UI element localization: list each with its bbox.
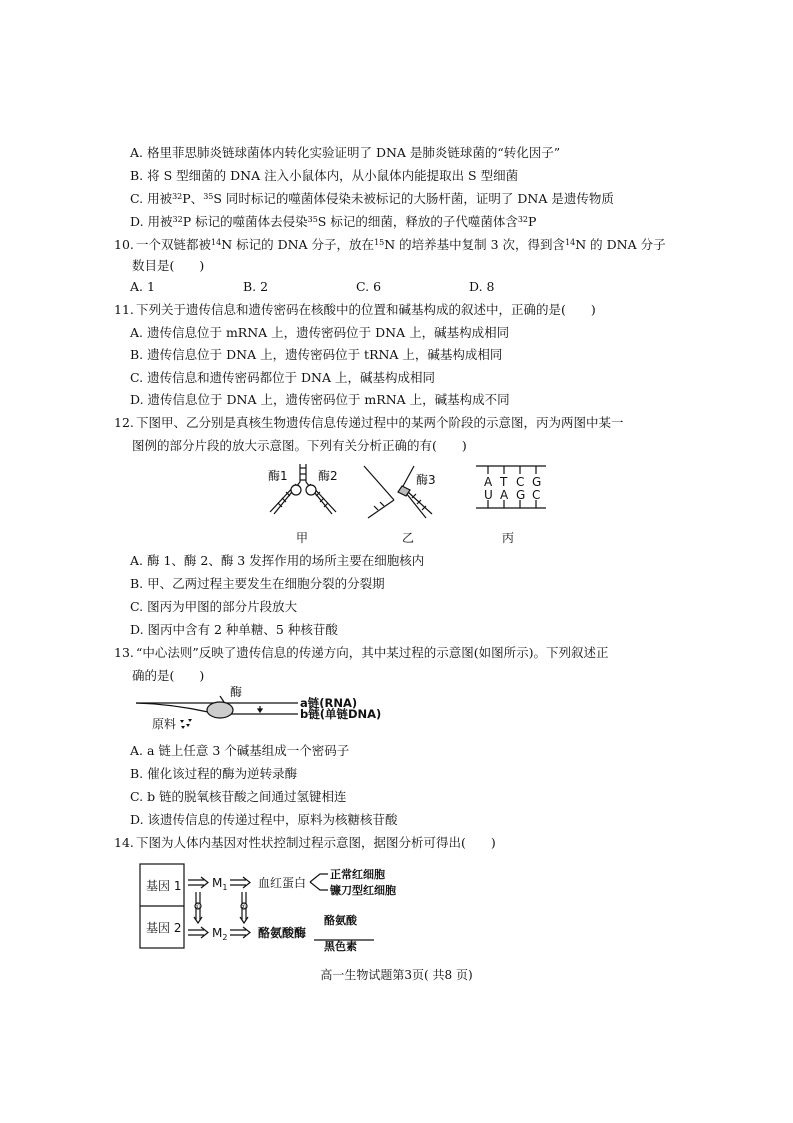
bing-bottom-0: U <box>484 488 493 502</box>
melanin-label: 黑色素 <box>324 940 357 952</box>
q10-options <box>130 279 582 295</box>
q14-number: 14. <box>114 835 134 850</box>
q10-stem-line1: 一个双链都被$^{14}$N 标记的 DNA 分子，放在$^{15}$N 的培养基中复制 3 次，得到含$^{14}$N 的 DNA 分子 <box>136 237 666 252</box>
bing-top-1: T <box>500 475 508 489</box>
bing-bottom-2: G <box>516 488 526 502</box>
q13-option-a: A. a 链上任意 3 个碱基组成一个密码子 <box>130 743 350 758</box>
bing-top-2: C <box>516 475 525 489</box>
m2-label: $M_2$ <box>212 926 228 942</box>
q11-option-c: C. 遗传信息和遗传密码都位于 DNA 上，碱基构成相同 <box>130 370 435 385</box>
q14-stem: 下图为人体内基因对性状控制过程示意图，据图分析可得出( ) <box>136 835 496 850</box>
double-arrow-2b <box>230 927 250 938</box>
q13-stem-line1: “中心法则”反映了遗传信息的传递方向，其中某过程的示意图(如图所示)。下列叙述正 <box>136 645 609 660</box>
q13-stem-line2: 确的是( ) <box>132 668 205 683</box>
gene2-label: 基因 2 <box>146 921 182 935</box>
branch-normal <box>310 874 328 882</box>
q11-option-b: B. 遗传信息位于 DNA 上，遗传密码位于 tRNA 上，碱基构成相同 <box>130 347 503 362</box>
enzyme2-label: 酶2 <box>318 469 338 483</box>
enzyme-ellipse <box>207 702 233 718</box>
q10-option-b: B. 2 <box>243 279 269 294</box>
q13-material-label: 原料 <box>152 717 177 731</box>
tyrosine-label: 酪氨酸 <box>324 914 357 927</box>
jia-caption: 甲 <box>296 531 309 545</box>
q12-option-a: A. 酶 1、酶 2、酶 3 发挥作用的场所主要在细胞核内 <box>130 553 425 568</box>
q12-diagram <box>260 462 560 522</box>
circle1-label: ① <box>194 903 201 911</box>
q12-stem-line2: 图例的部分片段的放大示意图。下列有关分析正确的有( ) <box>132 438 467 453</box>
a-chain-label: a链(RNA) <box>300 696 358 710</box>
double-arrow-1a <box>188 877 208 888</box>
b-chain-label: b链(单链DNA) <box>300 707 382 721</box>
q11-stem: 下列关于遗传信息和遗传密码在核酸中的位置和碱基构成的叙述中，正确的是( ) <box>136 302 596 317</box>
yi-caption: 乙 <box>402 531 415 545</box>
normal-rbc-label: 正常红细胞 <box>330 868 385 881</box>
q10-stem-line2: 数目是( ) <box>132 258 205 273</box>
q12-number: 12. <box>114 415 134 430</box>
enzyme3-label: 酶3 <box>416 473 436 487</box>
rna-exit-curve <box>136 703 216 714</box>
q9-option-a: A. 格里菲思肺炎链球菌体内转化实验证明了 DNA 是肺炎链球菌的“转化因子” <box>130 145 561 160</box>
q11-number: 11. <box>114 302 134 317</box>
q11-option-a: A. 遗传信息位于 mRNA 上，遗传密码位于 DNA 上，碱基构成相同 <box>130 325 510 340</box>
q13-diagram <box>132 686 412 734</box>
q13-option-d: D. 该遗传信息的传递过程中，原料为核糖核苷酸 <box>130 812 398 827</box>
bing-bottom-3: C <box>532 488 541 502</box>
q12-stem-line1: 下图甲、乙分别是真核生物遗传信息传递过程中的某两个阶段的示意图，丙为两图中某一 <box>136 415 624 430</box>
q12-option-d: D. 图丙中含有 2 种单糖、5 种核苷酸 <box>130 622 338 637</box>
q13-enzyme-label: 酶 <box>230 686 243 699</box>
q9-option-d: D. 用被$^{32}$P 标记的噬菌体去侵染$^{35}$S 标记的细菌，释放的子代噬菌体含$^{32}$P <box>130 214 537 229</box>
q10-option-c: C. 6 <box>356 279 382 294</box>
q13-number: 13. <box>114 645 134 660</box>
m1-label: $M_1$ <box>212 876 228 892</box>
q9-option-c: C. 用被$^{32}$P、$^{35}$S 同时标记的噬菌体侵染未被标记的大肠杆菌，证明了 DNA 是遗传物质 <box>130 191 614 206</box>
q9-option-b: B. 将 S 型细菌的 DNA 注入小鼠体内，从小鼠体内能提取出 S 型细菌 <box>130 168 519 183</box>
q10-number: 10. <box>114 237 134 252</box>
q12-option-c: C. 图丙为甲图的部分片段放大 <box>130 599 298 614</box>
bing-caption: 丙 <box>502 531 515 545</box>
hemoglobin-label: 血红蛋白 <box>258 876 307 890</box>
bing-top-0: A <box>484 475 493 489</box>
q11-option-d: D. 遗传信息位于 DNA 上，遗传密码位于 mRNA 上，碱基构成不同 <box>130 392 510 407</box>
q13-option-b: B. 催化该过程的酶为逆转录酶 <box>130 766 298 781</box>
bing-top-3: G <box>532 475 542 489</box>
double-arrow-2a <box>188 927 208 938</box>
gene1-label: 基因 1 <box>146 879 182 893</box>
material-icon <box>180 719 192 729</box>
enzyme1-label: 酶1 <box>268 469 288 483</box>
bing-bottom-1: A <box>500 488 509 502</box>
q14-diagram <box>138 860 438 952</box>
page-footer: 高一生物试题第3页( 共8 页) <box>320 968 473 982</box>
q12-option-b: B. 甲、乙两过程主要发生在细胞分裂的分裂期 <box>130 576 385 591</box>
tyrosinase-label: 酪氨酸酶 <box>258 926 307 940</box>
double-arrow-1b <box>230 877 250 888</box>
circle2-label: ② <box>240 903 247 911</box>
q10-option-d: D. 8 <box>469 279 495 294</box>
q13-option-c: C. b 链的脱氧核苷酸之间通过氢键相连 <box>130 789 347 804</box>
sickle-rbc-label: 镰刀型红细胞 <box>330 884 396 897</box>
q10-option-a: A. 1 <box>130 279 155 294</box>
branch-sickle <box>310 882 328 890</box>
